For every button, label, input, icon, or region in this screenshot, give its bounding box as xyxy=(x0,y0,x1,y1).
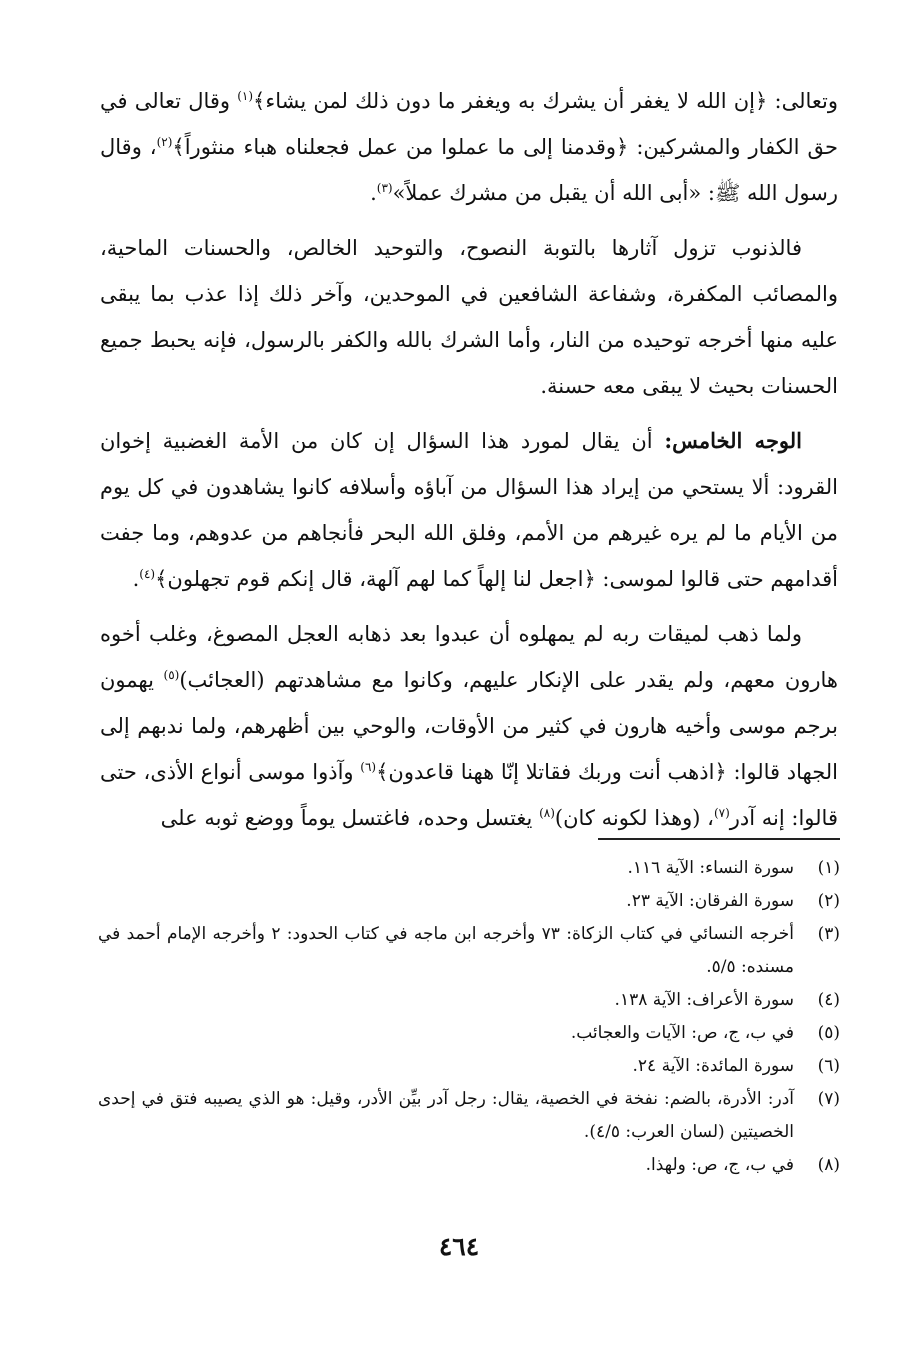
footnote-number: (١) xyxy=(817,858,840,878)
footnote-ref-2: (٢) xyxy=(156,135,173,149)
footnote-ref-5: (٥) xyxy=(163,668,180,682)
paragraph-1-part-d: . xyxy=(370,181,377,205)
footnote-text: آدر: الأدرة، بالضم: نفخة في الخصية، يقال: رجل آدر بيِّن الأدر، وقيل: هو الذي يصيبه فتق في إحدى الخصيتين (لسان العرب: ٤/٥). xyxy=(98,1089,794,1142)
footnotes xyxy=(98,852,840,1182)
footnote-item xyxy=(98,918,840,984)
footnote-number: (٧) xyxy=(817,1089,840,1109)
footnote-item xyxy=(98,1149,840,1182)
footnote-number: (٤) xyxy=(817,990,840,1010)
footnote-item xyxy=(98,852,840,885)
footnote-ref-1: (١) xyxy=(237,89,254,103)
paragraph-1 xyxy=(100,78,838,216)
paragraph-1-part-b: وقال تعالى في حق الكفار والمشركين: ﴿وقدمنا إلى ما عملوا من عمل فجعلناه هباء منثوراً﴾ xyxy=(100,89,838,159)
footnote-number: (٨) xyxy=(817,1155,840,1175)
paragraph-3-part-b: . xyxy=(132,567,140,591)
paragraph-4 xyxy=(100,611,838,841)
footnote-separator xyxy=(598,838,840,840)
paragraph-3-part-a: أن يقال لمورد هذا السؤال إن كان من الأمة الغضبية إخوان القرود: ألا يستحي من إيراد هذا السؤال من آباؤه وأسلافه كانوا يشاهدون في كل يوم من الأيام ما لم يره غيرهم من الأمم، وفلق الله البحر فأنجاهم من عدوهم، وما جفت أقدامهم حتى قالوا لموسى: ﴿اجعل لنا إلهاً كما لهم آلهة، قال إنكم قوم تجهلون﴾ xyxy=(100,429,838,591)
paragraph-4-part-a: ولما ذهب لميقات ربه لم يمهلوه أن عبدوا بعد ذهابه العجل المصوغ، وغلب أخوه هارون معهم، ولم يقدر على الإنكار عليهم، وكانوا مع مشاهدتهم (العجائب) xyxy=(100,622,838,692)
section-heading: الوجه الخامس: xyxy=(664,428,803,453)
footnote-item xyxy=(98,984,840,1017)
paragraph-1-part-a: وتعالى: ﴿إن الله لا يغفر أن يشرك به ويغفر ما دون ذلك لمن يشاء﴾ xyxy=(253,89,838,113)
footnote-item xyxy=(98,885,840,918)
footnote-text: سورة النساء: الآية ١١٦. xyxy=(627,858,794,878)
main-text xyxy=(100,78,838,850)
footnote-item xyxy=(98,1017,840,1050)
footnote-number: (٦) xyxy=(817,1056,840,1076)
page-number: ٤٦٤ xyxy=(438,1232,480,1261)
footnote-ref-6: (٦) xyxy=(360,760,377,774)
footnote-number: (٥) xyxy=(817,1023,840,1043)
paragraph-3 xyxy=(100,418,838,602)
footnote-text: أخرجه النسائي في كتاب الزكاة: ٧٣ وأخرجه ابن ماجه في كتاب الحدود: ٢ وأخرجه الإمام أحمد في مسنده: ٥/٥. xyxy=(98,924,794,977)
footnote-number: (٣) xyxy=(817,924,840,944)
paragraph-4-part-e: يغتسل وحده، فاغتسل يوماً ووضع ثوبه على xyxy=(160,806,540,830)
paragraph-4-part-c: وآذوا موسى أنواع الأذى، حتى قالوا: إنه آدر xyxy=(100,760,838,830)
footnote-number: (٢) xyxy=(817,891,840,911)
footnote-text: في ب، ج، ص: الآيات والعجائب. xyxy=(570,1023,794,1043)
paragraph-2: فالذنوب تزول آثارها بالتوبة النصوح، والتوحيد الخالص، والحسنات الماحية، والمصائب المكفرة، وشفاعة الشافعين في الموحدين، وآخر ذلك إذا عذب بما يبقى عليه منها أخرجه توحيده من النار، وأما الشرك بالله والكفر بالرسول، فإنه يحبط جميع الحسنات بحيث لا يبقى معه حسنة. xyxy=(100,236,838,398)
footnote-text: في ب، ج، ص: ولهذا. xyxy=(645,1155,794,1175)
footnote-text: سورة الفرقان: الآية ٢٣. xyxy=(626,891,794,911)
footnote-text: سورة المائدة: الآية ٢٤. xyxy=(632,1056,794,1076)
footnote-ref-8: (٨) xyxy=(539,806,555,820)
paragraph-1-part-c: ، وقال رسول الله ﷺ: «أبى الله أن يقبل من مشرك عملاً» xyxy=(100,135,838,205)
footnote-text: سورة الأعراف: الآية ١٣٨. xyxy=(614,990,794,1010)
footnote-ref-4: (٤) xyxy=(139,567,156,581)
paragraph-4-part-b: يهمون برجم موسى وأخيه هارون في كثير من الأوقات، والوحي بين أظهرهم، ولما ندبهم إلى الجهاد قالوا: ﴿اذهب أنت وربك فقاتلا إنّا ههنا قاعدون﴾ xyxy=(100,668,838,784)
footnote-ref-7: (٧) xyxy=(713,806,730,820)
footnote-item xyxy=(98,1083,840,1149)
footnote-item xyxy=(98,1050,840,1083)
paragraph-4-part-d: ، (وهذا لكونه كان) xyxy=(554,806,714,830)
footnote-ref-3: (٣) xyxy=(376,181,393,195)
